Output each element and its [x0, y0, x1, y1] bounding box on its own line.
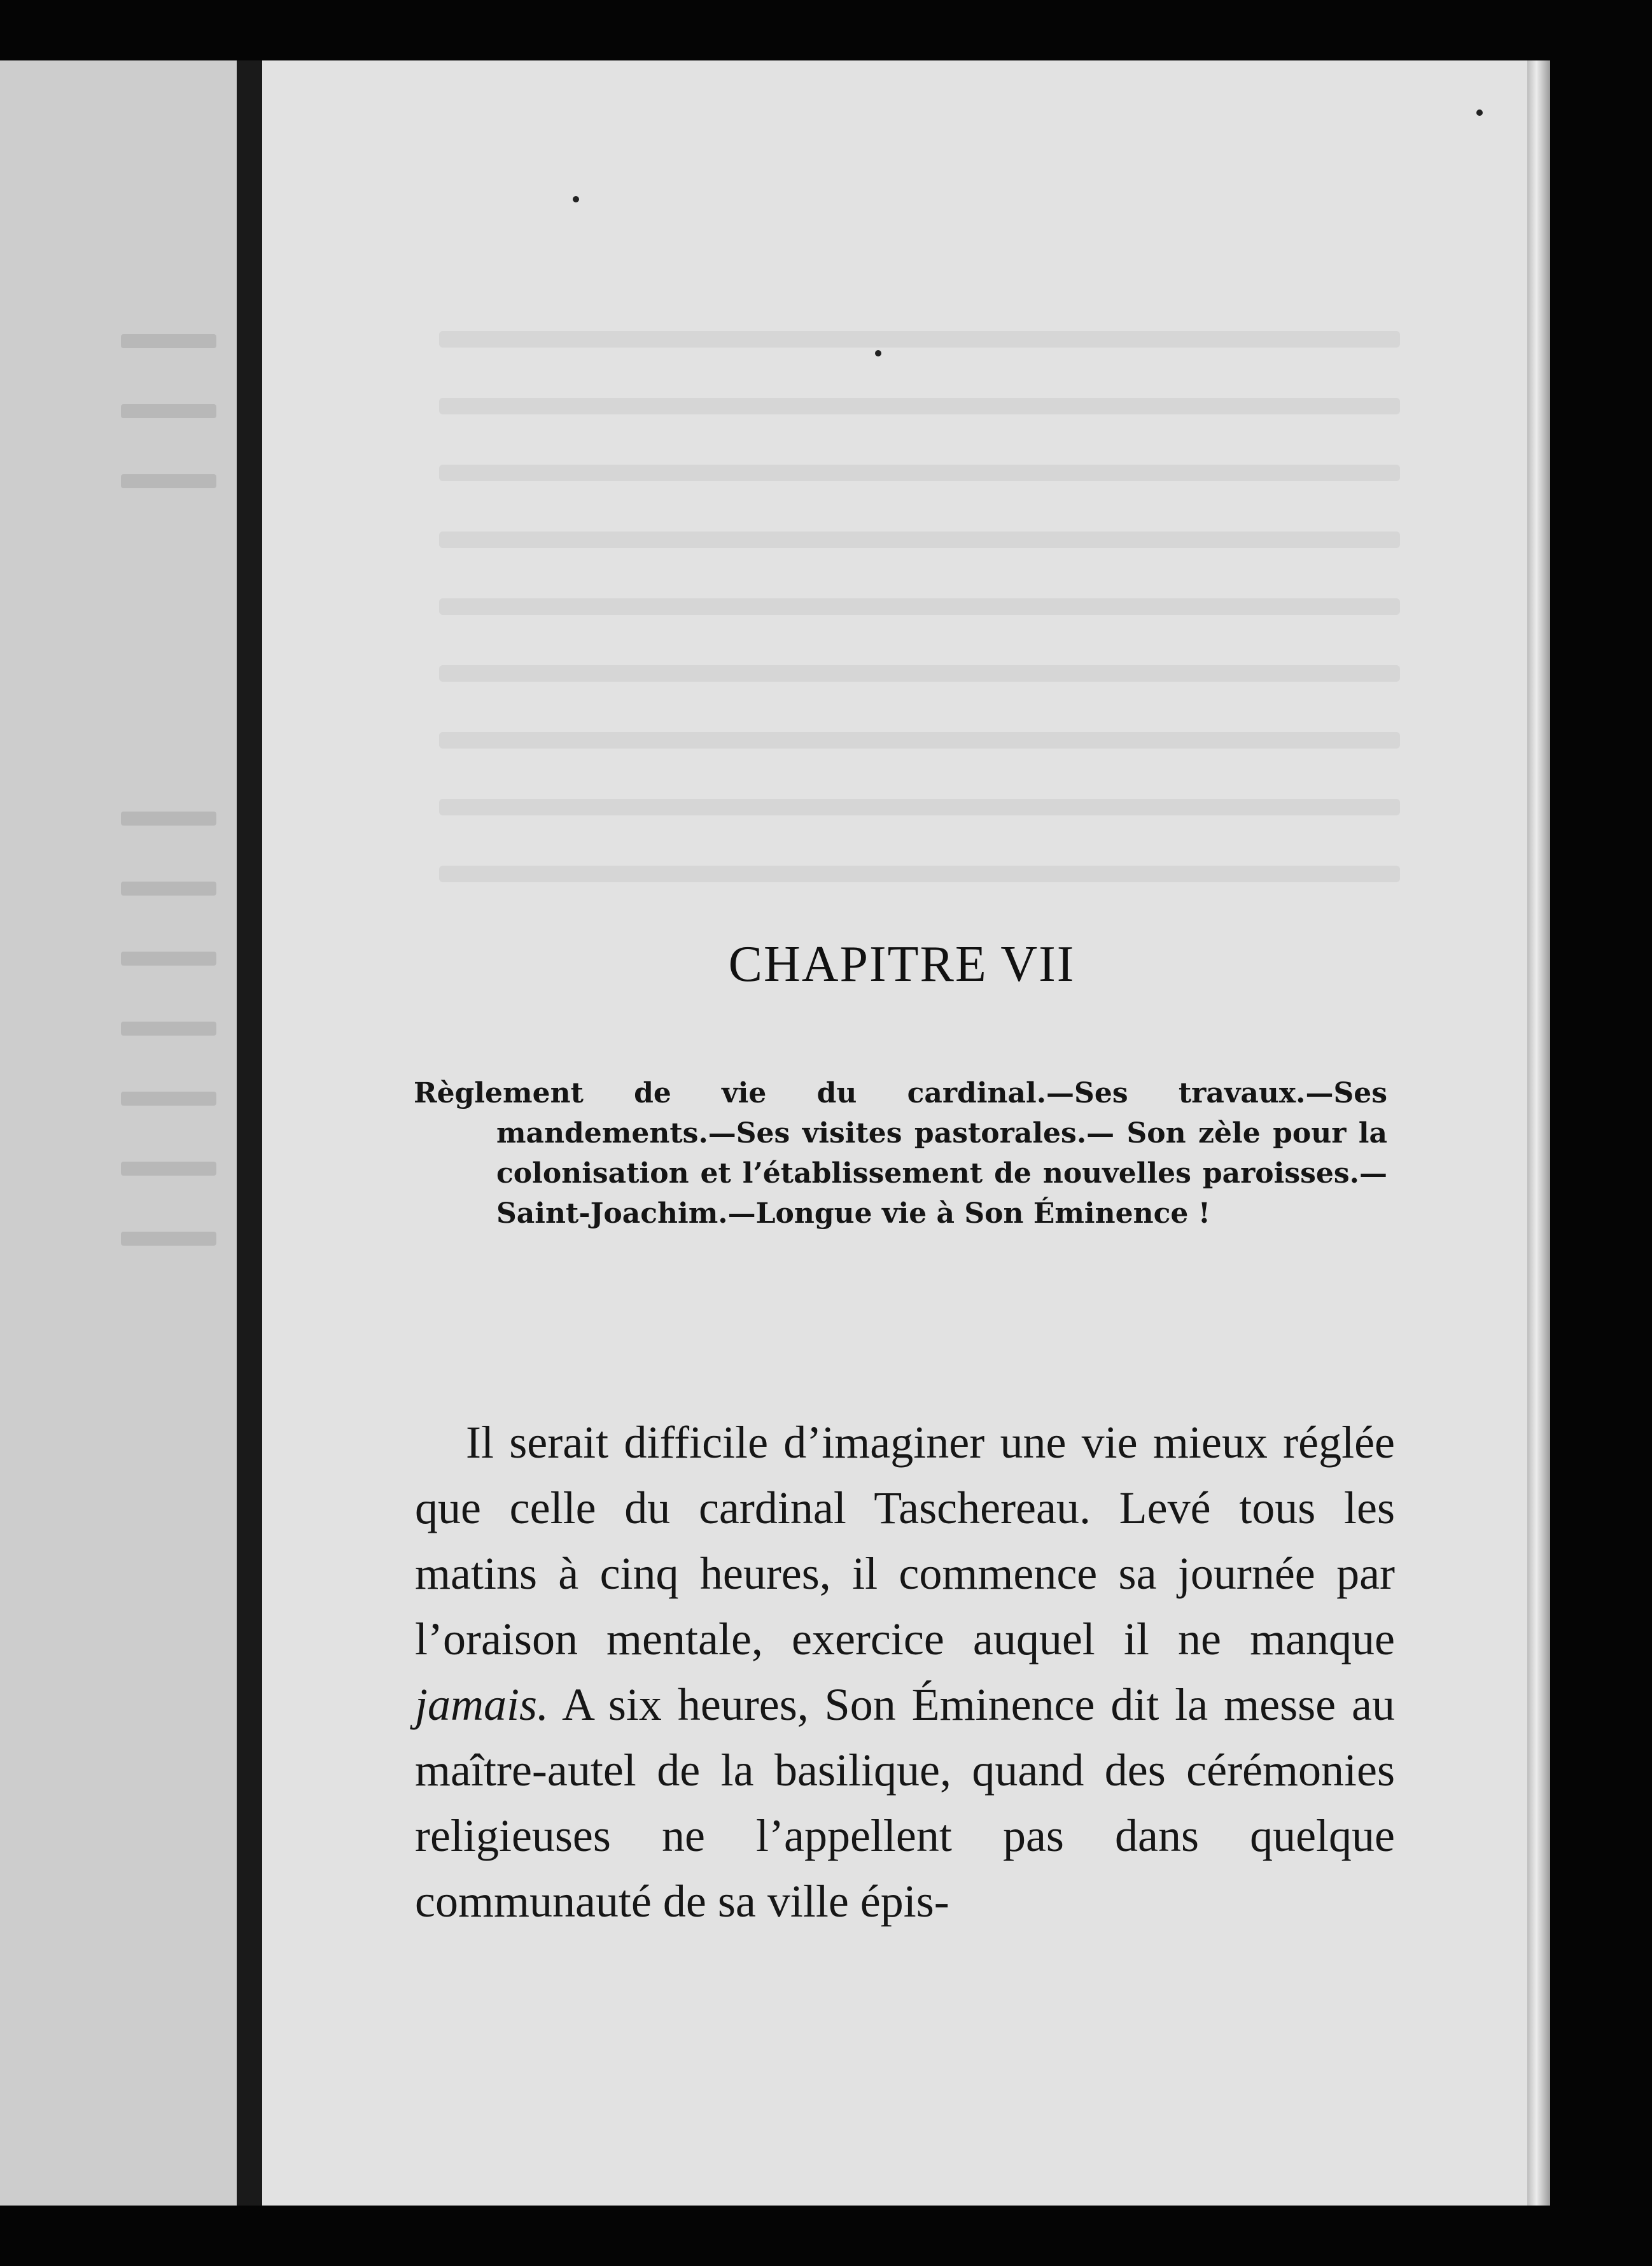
show-through-text: [121, 812, 216, 826]
show-through-text: [439, 799, 1400, 815]
show-through-text: [121, 952, 216, 966]
show-through-text: [439, 531, 1400, 548]
chapter-title: CHAPITRE VII: [728, 936, 1075, 992]
speck: [573, 196, 579, 202]
show-through-text: [121, 1232, 216, 1246]
show-through-text: [439, 866, 1400, 882]
emphasized-word: jamais.: [415, 1679, 549, 1730]
facing-page-left: [0, 60, 242, 2206]
show-through-text: [439, 331, 1400, 348]
body-text-start: Il serait difficile d’imaginer une vie mieux réglée que celle du cardinal Taschereau. Levé tous les matins à cinq heures, il commence sa journée par l’oraison mentale, exercice auquel il ne manque: [415, 1417, 1395, 1664]
show-through-text: [121, 1022, 216, 1036]
show-through-text: [439, 598, 1400, 615]
show-through-text: [439, 398, 1400, 414]
show-through-text: [121, 882, 216, 896]
book-gutter: [237, 60, 262, 2206]
show-through-text: [121, 474, 216, 488]
show-through-text: [121, 334, 216, 348]
show-through-text: [121, 404, 216, 418]
show-through-text: [121, 1092, 216, 1106]
show-through-text: [439, 665, 1400, 682]
page-edge: [1527, 60, 1550, 2206]
speck: [1476, 109, 1483, 116]
show-through-text: [121, 1162, 216, 1176]
body-text-end: A six heures, Son Éminence dit la messe au maître-autel de la basilique, quand des cérémonies religieuses ne l’appellent pas dans quelque communauté de sa ville épis-: [415, 1679, 1395, 1927]
show-through-text: [439, 732, 1400, 749]
show-through-text: [439, 465, 1400, 481]
body-paragraph: [415, 1410, 1395, 1934]
chapter-summary: Règlement de vie du cardinal.—Ses travaux.—Ses mandements.—Ses visites pastorales.— Son zèle pour la colonisation et l’établissement de nouvelles paroisses.—Saint-Joachim.—Longue vie à Son Éminence !: [414, 1077, 1387, 1230]
speck: [875, 350, 881, 356]
